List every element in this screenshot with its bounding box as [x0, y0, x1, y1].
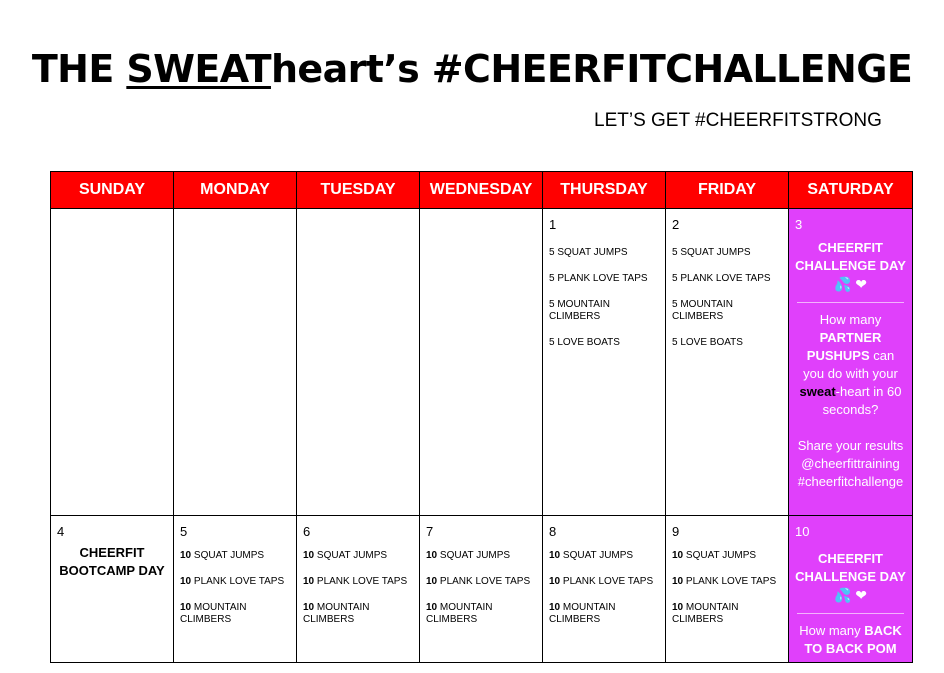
- date-number: 1: [549, 217, 557, 232]
- day-cell-10-challenge: [789, 516, 913, 663]
- empty-day-cell: [297, 209, 420, 516]
- question-text: in 60 seconds?: [822, 384, 902, 417]
- weekday-header-row: [51, 172, 913, 209]
- exercise-item: 5 MOUNTAIN CLIMBERS: [549, 299, 610, 322]
- calendar-table: [50, 171, 913, 663]
- spacer: [795, 419, 906, 437]
- challenge-question: [795, 311, 906, 419]
- challenge-icons: [795, 276, 906, 292]
- weekday-header-friday: FRIDAY: [666, 172, 789, 209]
- exercise-item: 10 SQUAT JUMPS: [180, 550, 265, 561]
- day-cell-8: [543, 516, 666, 663]
- empty-day-cell: [174, 209, 297, 516]
- question-text: How many: [799, 623, 865, 638]
- weekday-header-wednesday: WEDNESDAY: [420, 172, 543, 209]
- heart-word: -heart: [835, 384, 870, 399]
- exercise-item: 10 PLANK LOVE TAPS: [426, 576, 531, 587]
- day-cell-7: [420, 516, 543, 663]
- weekday-header-saturday: SATURDAY: [789, 172, 913, 209]
- date-number: 5: [180, 524, 188, 539]
- challenge-icons: [795, 587, 906, 603]
- day-cell-9: [666, 516, 789, 663]
- sweat-word: sweat: [799, 384, 836, 399]
- page-subtitle: LET’S GET #CHEERFITSTRONG: [594, 110, 882, 131]
- date-number: 4: [57, 524, 65, 539]
- heart-icon: ❤: [855, 587, 868, 603]
- divider: [797, 613, 904, 614]
- date-number: 7: [426, 524, 434, 539]
- divider: [797, 302, 904, 303]
- question-exercise: PARTNER PUSHUPS: [806, 330, 882, 363]
- weekday-header-thursday: THURSDAY: [543, 172, 666, 209]
- droplets-icon: 💦: [833, 276, 852, 292]
- question-exercise: BACK TO BACK POM: [804, 623, 902, 656]
- exercise-item: 10 MOUNTAIN CLIMBERS: [672, 602, 739, 625]
- hashtag: #cheerfitchallenge: [797, 474, 904, 489]
- weekday-header-sunday: SUNDAY: [51, 172, 174, 209]
- exercise-item: 5 SQUAT JUMPS: [672, 247, 751, 258]
- exercise-item: 5 LOVE BOATS: [672, 337, 743, 348]
- question-text: can you do with your: [803, 348, 898, 381]
- challenge-question: [795, 622, 906, 658]
- weekday-header-monday: MONDAY: [174, 172, 297, 209]
- day-cell-2: [666, 209, 789, 516]
- exercise-item: 10 MOUNTAIN CLIMBERS: [549, 602, 616, 625]
- title-prefix: THE: [31, 47, 127, 91]
- exercise-item: 10 MOUNTAIN CLIMBERS: [426, 602, 493, 625]
- page-title: [0, 44, 944, 94]
- empty-day-cell: [420, 209, 543, 516]
- exercise-item: 10 PLANK LOVE TAPS: [549, 576, 654, 587]
- exercise-item: 10 PLANK LOVE TAPS: [672, 576, 777, 587]
- bootcamp-day-label: CHEERFIT BOOTCAMP DAY: [59, 545, 165, 578]
- date-number: 3: [795, 217, 803, 232]
- exercise-item: 10 PLANK LOVE TAPS: [303, 576, 408, 587]
- challenge-day-label: CHEERFIT CHALLENGE DAY: [795, 240, 906, 273]
- challenge-day-label: CHEERFIT CHALLENGE DAY: [795, 551, 906, 584]
- exercise-item: 5 PLANK LOVE TAPS: [549, 273, 648, 284]
- exercise-item: 10 SQUAT JUMPS: [672, 550, 757, 561]
- week-row-2: [51, 516, 913, 663]
- weekday-header-tuesday: TUESDAY: [297, 172, 420, 209]
- exercise-item: 10 SQUAT JUMPS: [426, 550, 511, 561]
- day-cell-5: [174, 516, 297, 663]
- day-cell-4: [51, 516, 174, 663]
- exercise-item: 5 MOUNTAIN CLIMBERS: [672, 299, 733, 322]
- exercise-item: 10 MOUNTAIN CLIMBERS: [180, 602, 247, 625]
- day-cell-1: [543, 209, 666, 516]
- heart-icon: ❤: [855, 276, 868, 292]
- date-number: 10: [795, 524, 810, 539]
- week-row-1: [51, 209, 913, 516]
- date-number: 8: [549, 524, 557, 539]
- exercise-item: 10 SQUAT JUMPS: [303, 550, 388, 561]
- title-suffix: heart’s #CHEERFITCHALLENGE: [270, 47, 913, 91]
- exercise-item: 5 PLANK LOVE TAPS: [672, 273, 771, 284]
- share-text: Share your results @cheerfittraining: [797, 438, 904, 471]
- exercise-item: 5 SQUAT JUMPS: [549, 247, 628, 258]
- title-underlined-word: SWEAT: [126, 47, 271, 91]
- exercise-item: 10 MOUNTAIN CLIMBERS: [303, 602, 370, 625]
- day-cell-3-challenge: [789, 209, 913, 516]
- exercise-item: 10 PLANK LOVE TAPS: [180, 576, 285, 587]
- day-cell-6: [297, 516, 420, 663]
- question-text: How many: [819, 312, 882, 327]
- exercise-item: 5 LOVE BOATS: [549, 337, 620, 348]
- empty-day-cell: [51, 209, 174, 516]
- date-number: 2: [672, 217, 680, 232]
- exercise-item: 10 SQUAT JUMPS: [549, 550, 634, 561]
- date-number: 9: [672, 524, 680, 539]
- date-number: 6: [303, 524, 311, 539]
- droplets-icon: 💦: [833, 587, 852, 603]
